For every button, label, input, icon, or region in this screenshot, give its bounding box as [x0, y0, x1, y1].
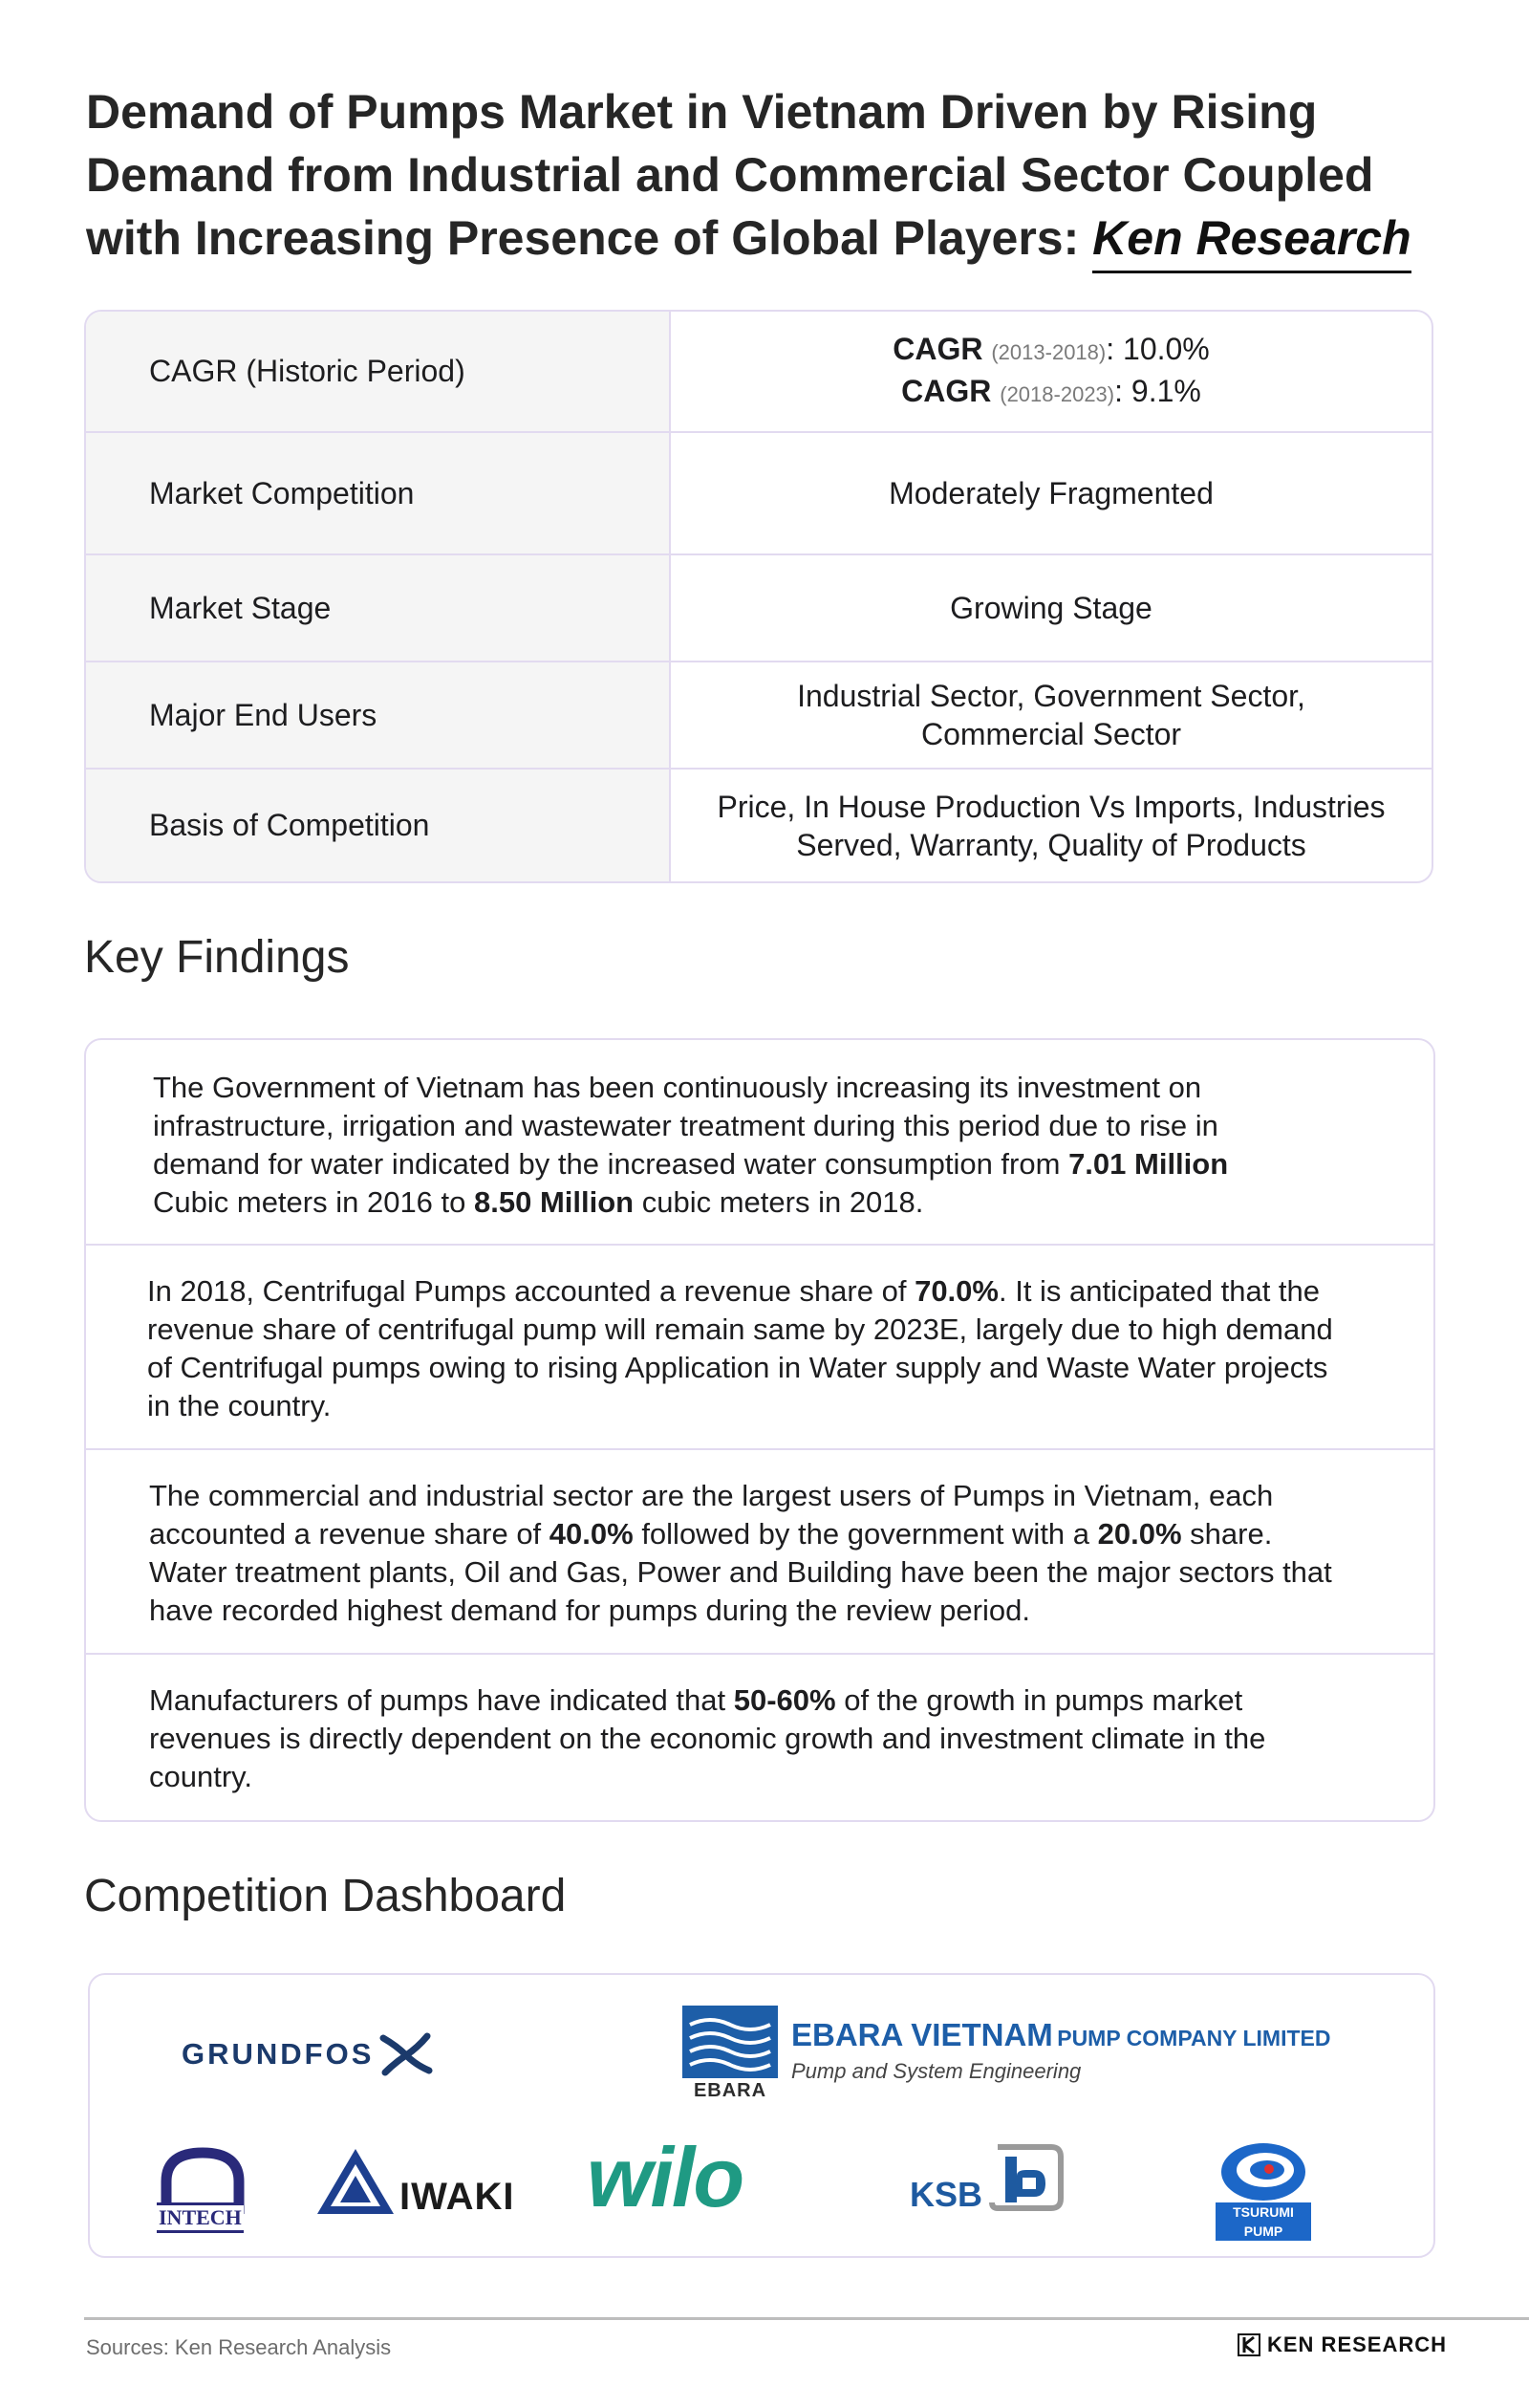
wilo-logo	[587, 2130, 743, 2224]
footer-divider	[84, 2317, 1529, 2320]
finding-text: share. Water treatment plants, Oil and Gas, Power and Building have been the major sectors that have recorded highest demand for pumps during the review period.	[149, 1517, 1332, 1627]
summary-value	[671, 770, 1432, 881]
finding-text: of the growth in pumps market revenues is directly dependent on the economic growth and investment climate in the country.	[149, 1683, 1266, 1793]
tsurumi-logo	[1216, 2136, 1311, 2239]
finding-text: Cubic meters in 2016 to	[153, 1185, 475, 1219]
finding-text: Manufacturers of pumps have indicated that	[149, 1683, 734, 1717]
summary-row-end-users	[86, 662, 1432, 770]
finding-text: The Government of Vietnam has been continuously increasing its investment on infrastructure, irrigation and wastewater treatment during this period due to rise in demand for water indicated by the increased water consumption from	[153, 1071, 1218, 1181]
ken-research-wordmark: KEN RESEARCH	[1267, 2332, 1448, 2356]
iwaki-triangle-icon	[315, 2147, 396, 2216]
cagr-label: CAGR	[893, 331, 983, 366]
summary-value: Moderately Fragmented	[889, 476, 1214, 510]
iwaki-wordmark: IWAKI	[399, 2176, 515, 2218]
finding-text: followed by the government with a	[633, 1517, 1098, 1551]
value-line: Served, Warranty, Quality of Products	[796, 827, 1306, 862]
intech-wordmark: INTECH	[157, 2202, 244, 2233]
value-line: Price, In House Production Vs Imports, Industries	[717, 789, 1386, 824]
finding-highlight: 20.0%	[1097, 1517, 1182, 1551]
competition-dashboard	[88, 1973, 1435, 2258]
cagr-value: : 9.1%	[1114, 373, 1201, 408]
ebara-mark	[682, 2006, 778, 2103]
tsurumi-wordmark: TSURUMI PUMP	[1216, 2202, 1311, 2241]
finding-text: The commercial and industrial sector are the largest users of Pumps in Vietnam, each accounted a revenue share of	[149, 1479, 1274, 1551]
summary-label: Basis of Competition	[86, 770, 671, 881]
finding-highlight: 40.0%	[549, 1517, 634, 1551]
ebara-title	[791, 2017, 1330, 2053]
summary-row-cagr	[86, 312, 1432, 433]
sources-note: Sources: Ken Research Analysis	[86, 2335, 392, 2359]
summary-value: Growing Stage	[950, 591, 1152, 625]
grundfos-wordmark: GRUNDFOS	[182, 2037, 375, 2071]
page-title	[86, 80, 1462, 270]
summary-label: Market Competition	[86, 433, 671, 553]
summary-row-competition	[86, 433, 1432, 555]
finding-item	[86, 1040, 1433, 1246]
value-line: Commercial Sector	[920, 717, 1182, 751]
summary-table	[84, 310, 1433, 883]
finding-item	[86, 1450, 1433, 1655]
summary-label: Market Stage	[86, 555, 671, 661]
finding-item	[86, 1655, 1433, 1796]
finding-highlight: 70.0%	[915, 1274, 999, 1308]
value-line: Industrial Sector, Government Sector,	[797, 679, 1305, 713]
summary-label: Major End Users	[86, 662, 671, 768]
finding-text: . It is anticipated that the revenue share of centrifugal pump will remain same by 2023E, largely due to high demand of Centrifugal pumps owing to rising Application in Water supply and Waste Water projects in the country.	[147, 1274, 1333, 1422]
ksb-logo	[910, 2143, 1065, 2212]
cagr-period: (2013-2018)	[991, 339, 1107, 364]
tsurumi-swirl-icon	[1216, 2136, 1311, 2204]
finding-highlight: 50-60%	[733, 1683, 836, 1717]
grundfos-x-icon	[379, 2032, 433, 2076]
iwaki-logo	[315, 2147, 515, 2216]
ebara-tagline: Pump and System Engineering	[791, 2059, 1082, 2083]
ebara-text	[791, 2017, 1330, 2084]
key-findings-heading: Key Findings	[84, 932, 350, 983]
ebara-mark-text: EBARA	[693, 2080, 767, 2101]
cagr-value: : 10.0%	[1106, 331, 1210, 366]
cagr-line-2	[901, 372, 1201, 414]
competition-dashboard-heading: Competition Dashboard	[84, 1871, 567, 1921]
summary-label: CAGR (Historic Period)	[86, 312, 671, 431]
finding-text: cubic meters in 2018.	[634, 1185, 924, 1219]
title-line-3-text: with Increasing Presence of Global Players:	[86, 211, 1093, 265]
title-brand: Ken Research	[1092, 211, 1411, 273]
cagr-label: CAGR	[901, 373, 992, 408]
ken-research-icon	[1237, 2332, 1261, 2357]
ksb-wordmark: KSB	[910, 2175, 983, 2214]
title-line-1: Demand of Pumps Market in Vietnam Driven by Rising	[86, 85, 1318, 139]
title-line-3	[86, 206, 1462, 270]
ksb-b-icon	[988, 2143, 1065, 2212]
finding-text: In 2018, Centrifugal Pumps accounted a revenue share of	[147, 1274, 915, 1308]
intech-logo	[153, 2147, 254, 2229]
ebara-name: EBARA VIETNAM	[791, 2017, 1053, 2052]
key-findings-box	[84, 1038, 1435, 1822]
ken-research-logo	[1237, 2332, 1447, 2357]
summary-value	[671, 662, 1432, 768]
cagr-line-1	[893, 330, 1210, 372]
wilo-wordmark: wilo	[587, 2130, 743, 2224]
finding-highlight: 8.50 Million	[474, 1185, 635, 1219]
summary-row-basis	[86, 770, 1432, 881]
grundfos-logo	[182, 2032, 433, 2076]
summary-value	[671, 312, 1432, 431]
cagr-period: (2018-2023)	[1000, 381, 1115, 406]
finding-highlight: 7.01 Million	[1068, 1147, 1229, 1181]
finding-item	[86, 1246, 1433, 1450]
ebara-suffix: PUMP COMPANY LIMITED	[1057, 2026, 1331, 2050]
title-line-2: Demand from Industrial and Commercial Sector Coupled	[86, 148, 1374, 202]
summary-row-stage	[86, 555, 1432, 662]
